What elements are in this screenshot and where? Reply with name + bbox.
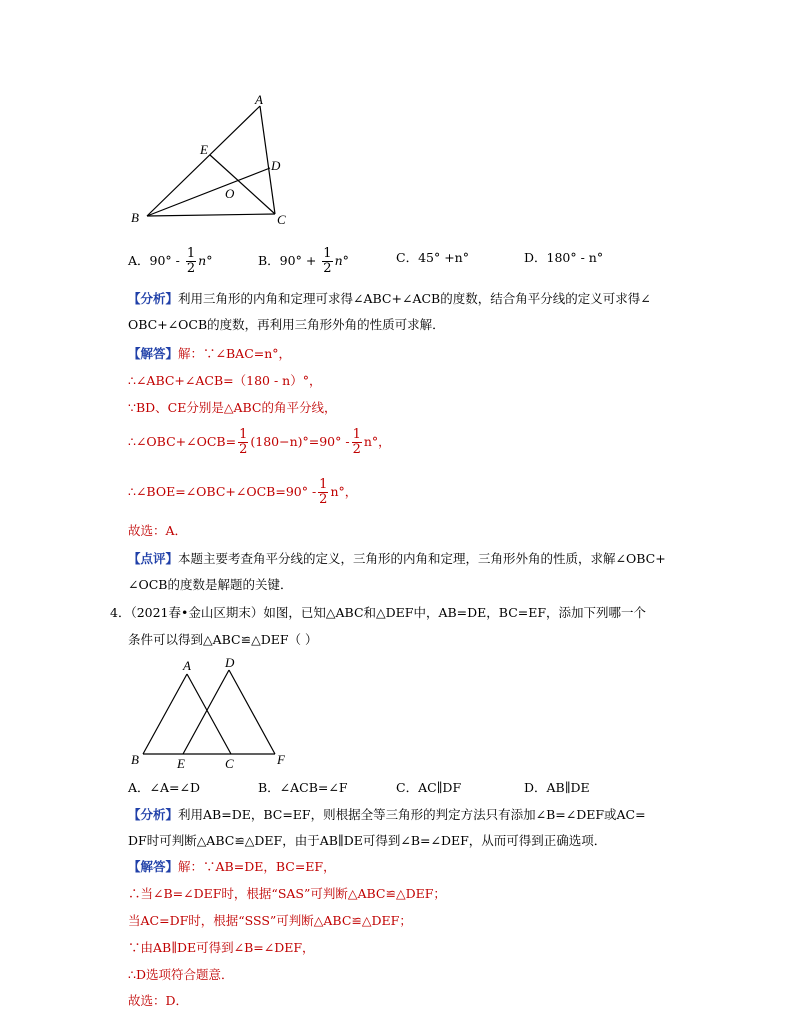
fraction-denominator: 2 <box>323 261 332 276</box>
fraction-denominator: 2 <box>352 442 361 457</box>
q4-answer-line-5: ∴D选项符合题意． <box>128 967 234 982</box>
label-d: D <box>225 655 235 670</box>
label-o: O <box>225 186 235 201</box>
comment-tag: 【点评】 <box>128 551 179 566</box>
option-a <box>128 247 212 276</box>
q3-answer-line-1 <box>128 345 291 363</box>
segment-ce <box>210 155 275 214</box>
label-c: C <box>225 756 234 771</box>
label-b: B <box>131 752 139 767</box>
answer-text: n°， <box>330 484 358 499</box>
option-d: D．180° - n° <box>524 250 604 265</box>
option-b-fraction <box>322 247 332 276</box>
fraction-numerator: 1 <box>319 477 328 492</box>
q3-comment-line-2: ∠OCB的度数是解题的关键． <box>128 577 293 592</box>
label-e: E <box>200 142 208 157</box>
fraction <box>318 478 328 507</box>
fraction-denominator: 2 <box>239 442 248 457</box>
answer-text: 解：∵AB=DE，BC=EF， <box>178 859 336 874</box>
answer-text: 解：∵∠BAC=n°， <box>178 346 292 361</box>
fraction-numerator: 1 <box>186 246 196 261</box>
q3-answer-line-2: ∴∠ABC+∠ACB=（180 - n）°， <box>128 373 322 388</box>
q4-option-c: C．AC∥DF <box>396 780 462 795</box>
label-a: A <box>255 92 263 107</box>
label-d: D <box>271 158 281 173</box>
q4-answer-line-3: 当AC=DF时，根据“SSS”可判断△ABC≌△DEF； <box>128 913 412 928</box>
option-c: C．45° +n° <box>396 250 469 265</box>
fraction-denominator: 2 <box>319 492 328 507</box>
figure-triangle-bisectors <box>125 92 295 227</box>
side-ac <box>187 674 231 754</box>
option-b-suffix: n° <box>334 253 349 268</box>
q3-answer-line-3: ∵BD、CE分别是△ABC的角平分线， <box>128 400 337 415</box>
label-c: C <box>277 212 286 227</box>
side-de <box>183 670 229 754</box>
option-a-text: A．90° - <box>128 253 180 268</box>
q4-option-b: B．∠ACB=∠F <box>258 780 348 795</box>
option-b-text: B．90° + <box>258 253 317 268</box>
option-a-fraction <box>186 247 196 276</box>
q4-stem-line-2: 条件可以得到△ABC≌△DEF（ ） <box>128 632 318 647</box>
q3-answer-line-5 <box>128 478 357 507</box>
side-df <box>229 670 275 754</box>
fraction <box>238 428 248 457</box>
side-ab <box>143 674 187 754</box>
fraction <box>352 428 362 457</box>
side-bc <box>147 214 275 216</box>
label-f: F <box>277 752 285 767</box>
option-a-suffix: n° <box>198 253 213 268</box>
q4-option-a: A．∠A=∠D <box>128 780 200 795</box>
answer-text: ∴∠BOE=∠OBC+∠OCB=90° - <box>128 484 317 499</box>
q4-answer-line-4: ∵由AB∥DE可得到∠B=∠DEF， <box>128 940 315 955</box>
label-e: E <box>177 756 185 771</box>
analysis-tag: 【分析】 <box>128 807 179 822</box>
answer-text: n°， <box>363 434 391 449</box>
figure-two-triangles <box>125 652 300 772</box>
label-a: A <box>183 658 191 673</box>
fraction-numerator: 1 <box>352 427 361 442</box>
comment-text: 本题主要考查角平分线的定义，三角形的内角和定理，三角形外角的性质，求解∠OBC+ <box>178 551 666 566</box>
q3-answer-line-4 <box>128 428 391 457</box>
label-b: B <box>131 210 139 225</box>
side-ab <box>147 106 260 216</box>
fraction-numerator: 1 <box>323 246 332 261</box>
fraction-denominator: 2 <box>186 261 196 276</box>
fraction-numerator: 1 <box>239 427 248 442</box>
option-b <box>258 247 349 276</box>
q4-answer-line-2: ∴当∠B=∠DEF时，根据“SAS”可判断△ABC≌△DEF； <box>128 886 446 901</box>
q3-comment-line-1 <box>128 550 666 568</box>
answer-tag: 【解答】 <box>128 346 179 361</box>
q4-analysis-line-2: DF时可判断△ABC≌△DEF，由于AB∥DE可得到∠B=∠DEF，从而可得到正确选项． <box>128 833 607 848</box>
q3-choice: 故选：A． <box>128 523 188 538</box>
analysis-tag: 【分析】 <box>128 291 179 306</box>
q4-choice: 故选：D． <box>128 993 189 1008</box>
q4-answer-line-1 <box>128 858 336 876</box>
answer-text: (180−n)°=90° - <box>250 434 350 449</box>
analysis-text: 利用AB=DE，BC=EF，则根据全等三角形的判定方法只有添加∠B=∠DEF或AC= <box>178 807 646 822</box>
answer-text: ∴∠OBC+∠OCB= <box>128 434 237 449</box>
q3-analysis-line-2: OBC+∠OCB的度数，再利用三角形外角的性质可求解． <box>128 317 445 332</box>
q4-stem-line-1: 4．（2021春•金山区期末）如图，已知△ABC和△DEF中，AB=DE，BC=EF，添加下列哪一个 <box>110 605 647 620</box>
q4-analysis-line-1 <box>128 806 646 824</box>
analysis-text: 利用三角形的内角和定理可求得∠ABC+∠ACB的度数，结合角平分线的定义可求得∠ <box>178 291 651 306</box>
q4-option-d: D．AB∥DE <box>524 780 590 795</box>
q3-analysis-line-1 <box>128 290 651 308</box>
answer-tag: 【解答】 <box>128 859 179 874</box>
